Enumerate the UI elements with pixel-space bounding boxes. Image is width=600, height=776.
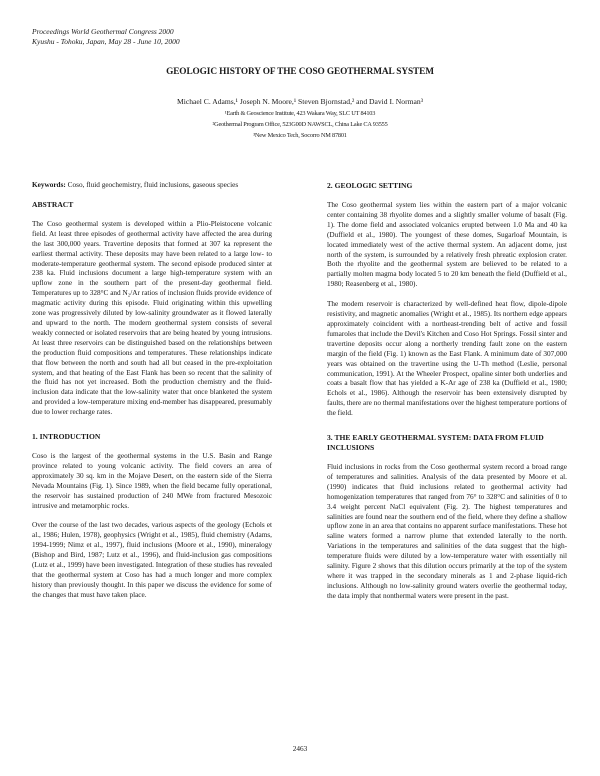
page-number: 2463 xyxy=(292,744,308,753)
abstract-heading: ABSTRACT xyxy=(32,199,74,209)
author-list: Michael C. Adams,¹ Joseph N. Moore,¹ Steven Bjornstad,² and David I. Norman³ xyxy=(177,97,423,106)
keywords-label: Keywords: xyxy=(32,181,66,189)
introduction-heading: 1. INTRODUCTION xyxy=(32,432,101,442)
left-column xyxy=(32,181,272,601)
keywords xyxy=(32,181,272,191)
geologic-setting-heading: 2. GEOLOGIC SETTING xyxy=(327,181,413,190)
right-column xyxy=(327,181,567,602)
proceedings-header xyxy=(32,27,180,47)
early-system-paragraph: Fluid inclusions in rocks from the Coso geothermal system record a broad range of temperatures and salinities. Analysis of the data presented by Moore et al. (1990) indicates that fluid inclusions related to geothermal activity had homogenization temperatures that ranged from 76° to 328°C and salinities of 0 to 3.4 weight percent NaCl equivalent (Fig. 2). The highest temperatures and salinities are found near the southern end of the field, where they define a shallow upflow zone in an area that contains no apparent surface manifestations. These hot saline waters formed a narrow plume that extended laterally to the north. Variations in the temperatures and salinities of the data suggest that the high-temperature fluids were diluted by a low-temperature water with essentially nil salinity. Figure 2 shows that this dilution occurs primarily at the top of the system where it was trapped in the secondary minerals as 1 and 2-phase liquid-rich inclusions. Although no low-salinity ground waters overlie the geothermal today, the data imply that nonthermal waters were present in the past. xyxy=(327,463,567,600)
paper-title: GEOLOGIC HISTORY OF THE COSO GEOTHERMAL SYSTEM xyxy=(166,67,434,77)
introduction-paragraph-2: Over the course of the last two decades, various aspects of the geology (Echols et al., 1986; Hulen, 1978), geophysics (Wright et al., 1985), fluid chemistry (Adams, 1994-1999; Nimz et al., 1997), fluid inclusions (Moore et al., 1990), mineralogy (Bishop and Bird, 1987; Lutz et al., 1996), and fluid-inclusion gas compositions (Lutz et al., 1999) have been investigated. Integration of these studies has revealed that the geothermal system at Coso has had a much longer and more complex history than previously thought. In this paper we discuss the evidence for some of the changes that must have taken place. xyxy=(32,521,272,599)
geologic-setting-paragraph-2: The modern reservoir is characterized by well-defined heat flow, dipole-dipole resistivity, and magnetic anomalies (Wright et al., 1985). Its northern edge appears approximately coincident with a northeast-trending belt of active and fossil fumaroles that include the Devil's Kitchen and Coso Hot Springs. Fossil sinter and travertine deposits occur along a northerly trending fault zone on the eastern margin of the field (Fig. 1) known as the East Flank. A minimum date of 307,000 years was obtained on the travertine using the U-Th method (Leslie, personal communication, 1991). At the Wheeler Prospect, opaline sinter both underlies and coats a basalt flow that has yielded a K-Ar age of 238 ka (Duffield et al., 1980; Echols et al., 1986). Although the reservoir has been extensively disrupted by faults, there are no thermal manifestations over the highest temperature portions of the field. xyxy=(327,300,567,418)
geologic-setting-paragraph-1: The Coso geothermal system lies within the eastern part of a major volcanic center containing 38 rhyolite domes and a slightly smaller volume of basalt (Fig. 1). The dome field and associated volcanics erupted between 1.0 Ma and 40 ka (Duffield et al., 1980). The youngest of these domes, Sugarloaf Mountain, is located immediately west of the active thermal system. An adjacent dome, just north of the system, is surrounded by a relatively fresh phreatic explosion crater. Both the rhyolite and the geothermal system are believed to be related to a partially molten magma body located 5 to 20 km beneath the field (Duffield et al., 1980; Reasenberg et al., 1980). xyxy=(327,201,567,289)
abstract-paragraph: The Coso geothermal system is developed within a Plio-Pleistocene volcanic field. At least three episodes of geothermal activity have affected the area during the last 300,000 years. Travertine deposits that formed at 307 ka represent the earliest thermal activity. These deposits may have been related to a large low- to moderate-temperature geothermal system. The second episode produced sinter at 238 ka. Fluid inclusions document a large high-temperature system with an upflow zone in the southern part of the present-day geothermal field. Temperatures up to 328°C and N₂/Ar ratios of inclusion fluids provide evidence of magmatic activity during this episode. Fluid originating within this upwelling zone was progressively diluted by low-salinity groundwater as it flowed laterally and upward to the north. The modern geothermal system consists of several weakly connected or isolated reservoirs that are being heated by young intrusions. At least three reservoirs can be distinguished based on the relationships between the production fluid compositions and temperatures. These relationships indicate that flow between the north and south had all but ceased in the pre-exploitation system, and that heating of the East Flank has been so recent that the salinity of the fluid has not yet increased. Both the production chemistry and the fluid-inclusion data indicate that the low-salinity water that once blanketed the system and provided a low-temperature mixing end-member has disappeared, presumably due to lower recharge rates. xyxy=(32,219,272,417)
keywords-text: Coso, fluid geochemistry, fluid inclusions, gaseous species xyxy=(67,181,239,189)
header-line-1: Proceedings World Geothermal Congress 2000 xyxy=(32,27,174,36)
header-line-2: Kyushu - Tohoku, Japan, May 28 - June 10, 2000 xyxy=(32,37,180,46)
affiliation-3: ³New Mexico Tech, Socorro NM 87801 xyxy=(253,132,347,139)
introduction-paragraph-1: Coso is the largest of the geothermal systems in the U.S. Basin and Range province related to young volcanic activity. The field covers an area of approximately 30 sq. km in the Mojave Desert, on the eastern side of the Sierra Nevada Mountains (Fig. 1). Since 1989, when the field became fully operational, the reservoir has sustained production of 240 MWe from fractured Mesozoic intrusive and metamorphic rocks. xyxy=(32,452,272,510)
affiliation-2: ²Geothermal Program Office, 523G00D NAWSCL, China Lake CA 93555 xyxy=(212,121,388,128)
affiliation-1: ¹Earth & Geoscience Institute, 423 Wakara Way, SLC UT 84103 xyxy=(224,110,376,117)
early-system-heading: 3. THE EARLY GEOTHERMAL SYSTEM: DATA FROM FLUID INCLUSIONS xyxy=(327,433,544,453)
